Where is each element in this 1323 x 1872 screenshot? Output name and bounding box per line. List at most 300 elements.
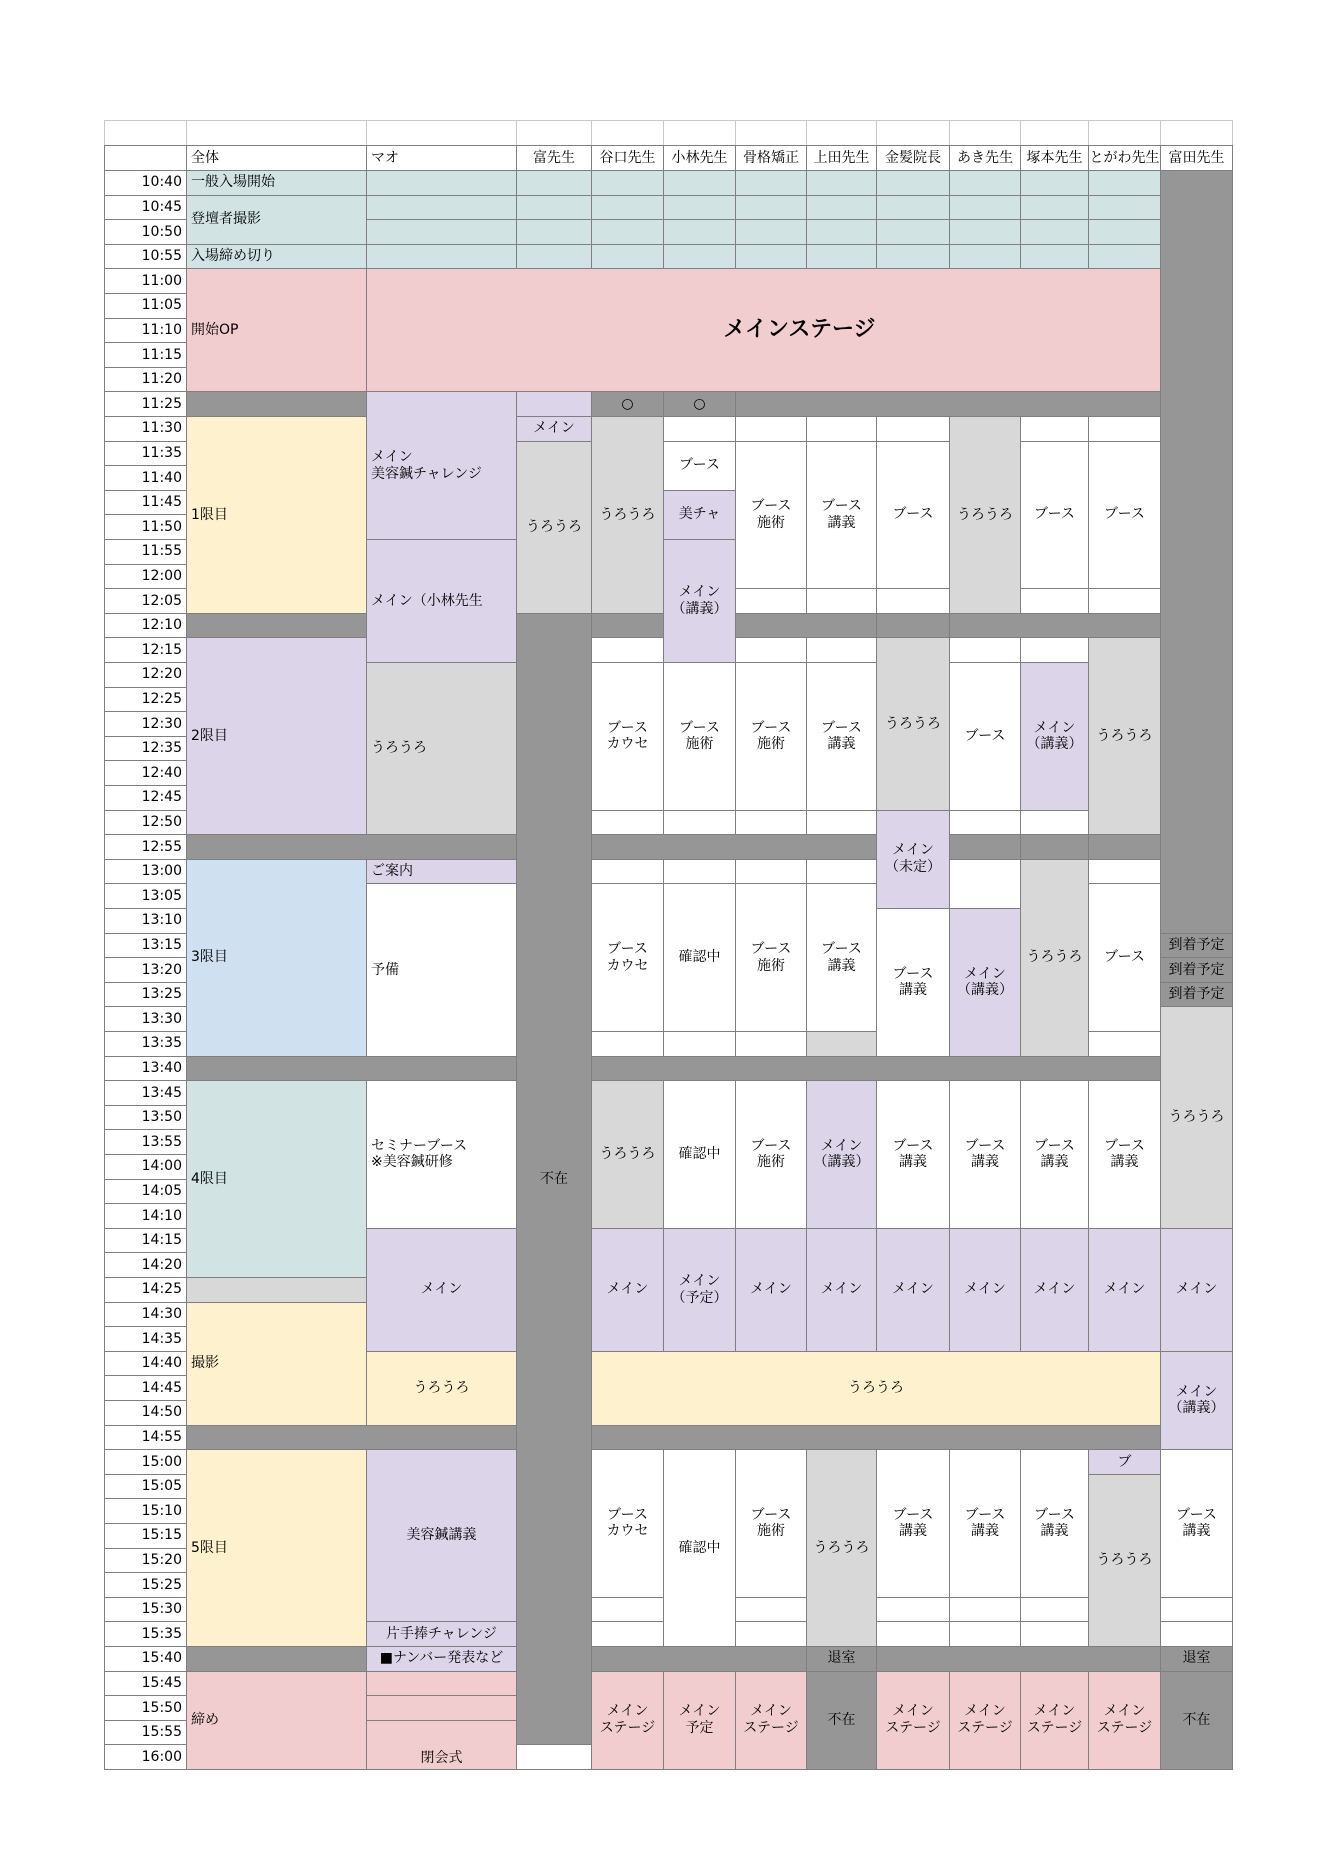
header-teacher: 金髪院長: [876, 145, 950, 171]
teal-cell: [591, 195, 664, 221]
schedule-block: 登壇者撮影: [186, 195, 367, 245]
schedule-block: ブース 講義: [1020, 1449, 1089, 1598]
schedule-block: [1020, 1597, 1089, 1623]
schedule-block: 不在: [806, 1671, 877, 1770]
blank-top-cell: [806, 120, 877, 146]
schedule-block: [1020, 637, 1089, 663]
schedule-block: 退室: [806, 1646, 877, 1672]
schedule-block: [591, 1597, 664, 1623]
time-label: 11:05: [104, 293, 187, 319]
schedule-block: [663, 859, 736, 885]
schedule-block: メインステージ: [366, 268, 1233, 392]
header-teacher: あき先生: [949, 145, 1021, 171]
teal-cell: [516, 170, 592, 196]
time-label: 15:40: [104, 1646, 187, 1672]
schedule-block: [1020, 810, 1089, 836]
teal-cell: [1020, 195, 1089, 221]
time-label: 12:30: [104, 711, 187, 737]
time-label: 10:50: [104, 219, 187, 245]
teal-cell: [1020, 170, 1089, 196]
schedule-block: メイン （講義）: [1160, 1351, 1233, 1450]
teal-cell: [1088, 195, 1161, 221]
schedule-block: ブース 講義: [876, 1449, 950, 1598]
schedule-block: 予備: [366, 883, 517, 1056]
time-label: 14:55: [104, 1425, 187, 1451]
schedule-block: うろうろ: [1160, 1006, 1233, 1228]
schedule-block: [591, 834, 877, 860]
teal-cell: [806, 170, 877, 196]
schedule-block: [663, 416, 736, 442]
schedule-block: [1160, 1621, 1233, 1647]
schedule-block: メイン （講義）: [806, 1080, 877, 1229]
teal-cell: [1088, 219, 1161, 245]
schedule-block: [949, 1597, 1021, 1623]
time-label: 13:45: [104, 1080, 187, 1106]
header-zentai: 全体: [186, 145, 367, 171]
schedule-block: 閉会式: [366, 1720, 517, 1770]
schedule-block: うろうろ: [949, 416, 1021, 614]
schedule-block: ブース 施術: [663, 662, 736, 811]
schedule-block: 確認中: [663, 1080, 736, 1229]
time-label: 15:20: [104, 1548, 187, 1574]
schedule-block: メイン: [1020, 1228, 1089, 1352]
schedule-block: ブース: [663, 441, 736, 491]
schedule-block: メイン: [806, 1228, 877, 1352]
schedule-block: [663, 1031, 736, 1057]
time-label: 13:50: [104, 1105, 187, 1131]
teal-cell: [949, 219, 1021, 245]
teal-cell: [876, 170, 950, 196]
schedule-block: 片手捧チャレンジ: [366, 1621, 517, 1647]
schedule-block: ブース 講義: [1088, 1080, 1161, 1229]
schedule-block: メイン （予定）: [663, 1228, 736, 1352]
schedule-block: ブース 施術: [735, 441, 807, 590]
schedule-block: ■ナンバー発表など: [366, 1646, 517, 1672]
time-label: 14:20: [104, 1252, 187, 1278]
schedule-block: [186, 1425, 517, 1451]
schedule-block: [735, 1621, 807, 1647]
time-label: 12:10: [104, 613, 187, 639]
schedule-block: [663, 810, 736, 836]
schedule-block: メイン: [949, 1228, 1021, 1352]
schedule-block: [806, 859, 877, 885]
time-label: 15:00: [104, 1449, 187, 1475]
schedule-block: メイン ステージ: [876, 1671, 950, 1770]
teal-cell: [806, 195, 877, 221]
schedule-block: ブース: [949, 662, 1021, 811]
time-label: 12:45: [104, 785, 187, 811]
time-label: 13:15: [104, 933, 187, 959]
schedule-block: メイン ステージ: [735, 1671, 807, 1770]
schedule-block: [1160, 1597, 1233, 1623]
schedule-block: メイン 美容鍼チャレンジ: [366, 391, 517, 540]
schedule-block: 5限目: [186, 1449, 367, 1647]
teal-cell: [876, 219, 950, 245]
teal-cell: [876, 195, 950, 221]
time-label: 12:05: [104, 588, 187, 614]
time-label: 14:45: [104, 1375, 187, 1401]
schedule-block: ブース 講義: [806, 662, 877, 811]
schedule-block: [1088, 588, 1161, 614]
schedule-block: [186, 834, 517, 860]
teal-cell: [1088, 244, 1161, 270]
time-label: 13:00: [104, 859, 187, 885]
header-teacher: 骨格矯正: [735, 145, 807, 171]
schedule-block: 不在: [1160, 1671, 1233, 1770]
time-label: 14:15: [104, 1228, 187, 1254]
schedule-block: [1160, 170, 1233, 958]
blank-top-cell: [186, 120, 367, 146]
schedule-block: メイン: [516, 416, 592, 442]
schedule-block: メイン: [591, 1228, 664, 1352]
schedule-block: [876, 1621, 950, 1647]
blank-top-cell: [1088, 120, 1161, 146]
time-label: 15:10: [104, 1498, 187, 1524]
schedule-block: 撮影: [186, 1302, 367, 1426]
schedule-block: [186, 391, 367, 417]
schedule-block: 締め: [186, 1671, 367, 1770]
time-label: 12:15: [104, 637, 187, 663]
schedule-block: メイン （講義）: [663, 539, 736, 663]
schedule-block: 美容鍼講義: [366, 1449, 517, 1622]
schedule-block: [735, 1031, 807, 1057]
teal-cell: [735, 244, 807, 270]
schedule-block: [591, 810, 664, 836]
schedule-block: 入場締め切り: [186, 244, 367, 270]
teal-cell: [1088, 170, 1161, 196]
time-label: 12:55: [104, 834, 187, 860]
grid-cell: [516, 1744, 592, 1770]
teal-cell: [1020, 219, 1089, 245]
schedule-block: [735, 1597, 807, 1623]
schedule-block: [591, 1646, 807, 1672]
schedule-block: ご案内: [366, 859, 517, 885]
teal-cell: [366, 195, 517, 221]
time-label: 14:05: [104, 1179, 187, 1205]
schedule-block: [1088, 834, 1161, 860]
header-corner: [104, 145, 187, 171]
time-label: 13:30: [104, 1006, 187, 1032]
teal-cell: [366, 219, 517, 245]
time-label: 11:45: [104, 490, 187, 516]
teal-cell: [516, 219, 592, 245]
schedule-block: [366, 1671, 517, 1697]
teal-cell: [735, 219, 807, 245]
schedule-block: うろうろ: [366, 662, 517, 835]
schedule-block: [806, 1031, 877, 1057]
blank-top-cell: [949, 120, 1021, 146]
time-label: 12:25: [104, 687, 187, 713]
time-label: 11:20: [104, 367, 187, 393]
schedule-block: ブース 講義: [806, 441, 877, 590]
time-label: 11:30: [104, 416, 187, 442]
blank-top-cell: [516, 120, 592, 146]
time-label: 15:45: [104, 1671, 187, 1697]
schedule-block: メイン（小林先生: [366, 539, 517, 663]
schedule-block: うろうろ: [516, 441, 592, 614]
schedule-block: [186, 1277, 367, 1303]
schedule-block: メイン 予定: [663, 1671, 736, 1770]
time-label: 15:25: [104, 1572, 187, 1598]
schedule-block: [1020, 834, 1089, 860]
schedule-block: メイン: [1088, 1228, 1161, 1352]
time-label: 16:00: [104, 1744, 187, 1770]
teal-cell: [663, 195, 736, 221]
schedule-block: ブース 講義: [876, 1080, 950, 1229]
schedule-block: 一般入場開始: [186, 170, 367, 196]
schedule-block: ○: [663, 391, 736, 417]
time-label: 10:55: [104, 244, 187, 270]
schedule-block: うろうろ: [366, 1351, 517, 1426]
blank-top-cell: [591, 120, 664, 146]
schedule-block: [591, 637, 664, 663]
schedule-block: [186, 613, 367, 639]
teal-cell: [663, 244, 736, 270]
blank-top-cell: [366, 120, 517, 146]
schedule-block: メイン ステージ: [1020, 1671, 1089, 1770]
schedule-block: メイン: [366, 1228, 517, 1352]
schedule-block: メイン: [876, 1228, 950, 1352]
schedule-block: うろうろ: [1088, 637, 1161, 835]
schedule-block: ブース: [1088, 883, 1161, 1032]
schedule-block: 美チャ: [663, 490, 736, 540]
time-label: 11:55: [104, 539, 187, 565]
schedule-block: ○: [591, 391, 664, 417]
schedule-block: [735, 588, 807, 614]
schedule-block: [949, 1621, 1021, 1647]
schedule-block: 到着予定: [1160, 982, 1233, 1008]
time-label: 11:25: [104, 391, 187, 417]
schedule-block: メイン ステージ: [1088, 1671, 1161, 1770]
schedule-block: うろうろ: [876, 637, 950, 810]
schedule-block: [186, 1056, 517, 1082]
schedule-block: [949, 859, 1021, 909]
schedule-block: [591, 613, 664, 639]
schedule-block: ブ: [1088, 1449, 1161, 1475]
schedule-block: メイン （講義）: [1020, 662, 1089, 811]
time-label: 13:10: [104, 908, 187, 934]
schedule-block: ブース 施術: [735, 883, 807, 1032]
time-label: 14:30: [104, 1302, 187, 1328]
schedule-block: [1088, 416, 1161, 442]
time-label: 14:35: [104, 1326, 187, 1352]
schedule-block: うろうろ: [591, 1351, 1161, 1426]
header-teacher: 谷口先生: [591, 145, 664, 171]
teal-cell: [591, 244, 664, 270]
time-label: 11:15: [104, 342, 187, 368]
schedule-block: [949, 637, 1021, 663]
schedule-block: 2限目: [186, 637, 367, 835]
schedule-block: 到着予定: [1160, 933, 1233, 959]
blank-top-cell: [876, 120, 950, 146]
header-teacher: 小林先生: [663, 145, 736, 171]
schedule-block: うろうろ: [591, 1080, 664, 1229]
time-label: 15:50: [104, 1695, 187, 1721]
time-label: 14:50: [104, 1400, 187, 1426]
schedule-block: メイン: [1160, 1228, 1233, 1352]
teal-cell: [366, 244, 517, 270]
schedule-block: [949, 613, 1161, 639]
time-label: 13:40: [104, 1056, 187, 1082]
time-label: 11:50: [104, 514, 187, 540]
schedule-block: 開始OP: [186, 268, 367, 392]
time-label: 15:55: [104, 1720, 187, 1746]
time-label: 15:05: [104, 1474, 187, 1500]
teal-cell: [806, 219, 877, 245]
schedule-block: ブース 講義: [1160, 1449, 1233, 1598]
schedule-block: ブース 施術: [735, 662, 807, 811]
schedule-block: [735, 810, 807, 836]
schedule-block: うろうろ: [591, 416, 664, 614]
schedule-block: ブース 講義: [876, 908, 950, 1057]
schedule-block: [516, 391, 592, 417]
teal-cell: [735, 195, 807, 221]
time-label: 15:15: [104, 1523, 187, 1549]
schedule-block: [735, 416, 807, 442]
time-label: 14:25: [104, 1277, 187, 1303]
teal-cell: [663, 219, 736, 245]
schedule-block: [806, 588, 877, 614]
blank-top-cell: [1160, 120, 1233, 146]
schedule-block: 3限目: [186, 859, 367, 1057]
time-label: 10:45: [104, 195, 187, 221]
teal-cell: [949, 195, 1021, 221]
schedule-block: うろうろ: [1020, 859, 1089, 1057]
schedule-block: [1088, 859, 1161, 885]
schedule-block: [1020, 1621, 1089, 1647]
time-label: 10:40: [104, 170, 187, 196]
schedule-block: ブース 施術: [735, 1449, 807, 1598]
teal-cell: [806, 244, 877, 270]
schedule-block: ブース: [1020, 441, 1089, 590]
teal-cell: [516, 195, 592, 221]
schedule-block: ブース 講義: [1020, 1080, 1089, 1229]
schedule-block: [949, 810, 1021, 836]
schedule-block: [735, 613, 877, 639]
schedule-block: ブース カウセ: [591, 883, 664, 1032]
header-teacher: とがわ先生: [1088, 145, 1161, 171]
schedule-block: [735, 637, 807, 663]
header-teacher: 上田先生: [806, 145, 877, 171]
schedule-block: メイン: [735, 1228, 807, 1352]
teal-cell: [876, 244, 950, 270]
time-label: 15:30: [104, 1597, 187, 1623]
blank-top-cell: [735, 120, 807, 146]
schedule-block: [735, 391, 1161, 417]
teal-cell: [591, 170, 664, 196]
time-label: 11:35: [104, 441, 187, 467]
blank-top-cell: [663, 120, 736, 146]
blank-top-cell: [1020, 120, 1089, 146]
time-label: 11:10: [104, 318, 187, 344]
schedule-block: [735, 859, 807, 885]
schedule-block: ブース カウセ: [591, 1449, 664, 1598]
schedule-block: [591, 1425, 1161, 1451]
teal-cell: [663, 170, 736, 196]
schedule-block: [876, 588, 950, 614]
schedule-block: [876, 416, 950, 442]
schedule-block: [806, 637, 877, 663]
header-mao: マオ: [366, 145, 517, 171]
teal-cell: [366, 170, 517, 196]
time-label: 12:40: [104, 760, 187, 786]
schedule-block: [1020, 588, 1089, 614]
schedule-block: 1限目: [186, 416, 367, 614]
schedule-block: 4限目: [186, 1080, 367, 1278]
header-teacher: 富先生: [516, 145, 592, 171]
time-label: 13:55: [104, 1129, 187, 1155]
schedule-block: [876, 1597, 950, 1623]
schedule-block: メイン ステージ: [949, 1671, 1021, 1770]
time-label: 12:00: [104, 564, 187, 590]
schedule-block: ブース 講義: [949, 1080, 1021, 1229]
schedule-block: [366, 1695, 517, 1721]
time-label: 15:35: [104, 1621, 187, 1647]
schedule-block: 確認中: [663, 883, 736, 1032]
teal-cell: [949, 244, 1021, 270]
schedule-block: [949, 834, 1021, 860]
schedule-block: 確認中: [663, 1449, 736, 1647]
schedule-block: 不在: [516, 613, 592, 1746]
schedule-block: [591, 1621, 664, 1647]
teal-cell: [949, 170, 1021, 196]
teal-cell: [735, 170, 807, 196]
time-label: 12:35: [104, 736, 187, 762]
schedule-block: ブース 講義: [949, 1449, 1021, 1598]
schedule-block: ブース 講義: [806, 883, 877, 1032]
schedule-block: [591, 859, 664, 885]
schedule-block: うろうろ: [1088, 1474, 1161, 1647]
teal-cell: [1020, 244, 1089, 270]
schedule-block: 退室: [1160, 1646, 1233, 1672]
schedule-block: [806, 416, 877, 442]
time-label: 13:05: [104, 883, 187, 909]
schedule-block: [591, 1056, 1161, 1082]
schedule-block: ブース 施術: [735, 1080, 807, 1229]
schedule-block: ブース: [1088, 441, 1161, 590]
time-label: 11:00: [104, 268, 187, 294]
header-teacher: 塚本先生: [1020, 145, 1089, 171]
time-label: 13:35: [104, 1031, 187, 1057]
teal-cell: [591, 219, 664, 245]
schedule-block: 到着予定: [1160, 957, 1233, 983]
schedule-block: [591, 1031, 664, 1057]
time-label: 14:10: [104, 1203, 187, 1229]
schedule-block: ブース: [876, 441, 950, 590]
schedule-block: [876, 1646, 1161, 1672]
schedule-block: メイン ステージ: [591, 1671, 664, 1770]
schedule-block: [1088, 1031, 1161, 1057]
schedule-block: セミナーブース ※美容鍼研修: [366, 1080, 517, 1229]
schedule-block: メイン （講義）: [949, 908, 1021, 1057]
blank-top-cell: [104, 120, 187, 146]
time-label: 11:40: [104, 465, 187, 491]
time-label: 13:25: [104, 982, 187, 1008]
schedule-block: ブース カウセ: [591, 662, 664, 811]
schedule-block: [876, 613, 950, 639]
time-label: 14:40: [104, 1351, 187, 1377]
schedule-block: [186, 1646, 367, 1672]
time-label: 13:20: [104, 957, 187, 983]
schedule-block: うろうろ: [806, 1449, 877, 1647]
teal-cell: [516, 244, 592, 270]
time-label: 12:20: [104, 662, 187, 688]
schedule-block: [806, 810, 877, 836]
schedule-block: メイン （未定）: [876, 810, 950, 909]
time-label: 14:00: [104, 1154, 187, 1180]
time-label: 12:50: [104, 810, 187, 836]
header-teacher: 富田先生: [1160, 145, 1233, 171]
